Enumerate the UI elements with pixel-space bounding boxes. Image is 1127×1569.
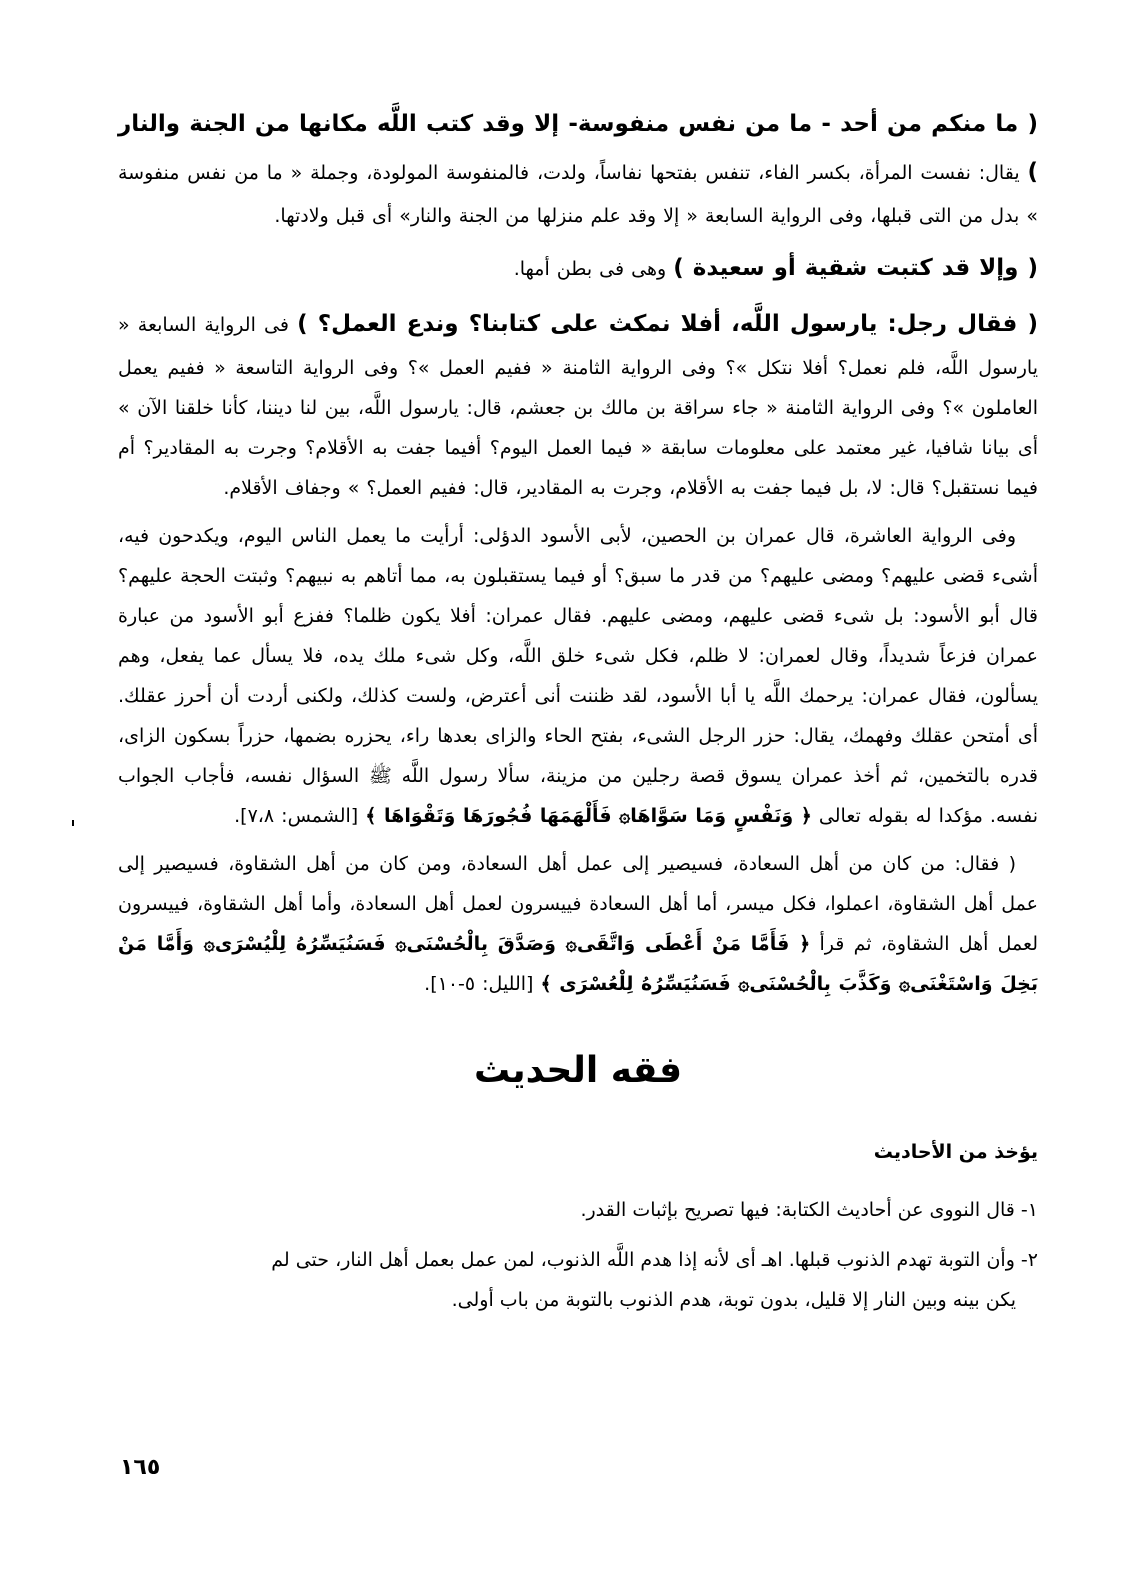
verse-reference: [الشمس: ٧،٨].	[234, 805, 366, 827]
list-number: ٢-	[1020, 1249, 1038, 1271]
hadith-quote: ( فقال رجل: يارسول اللَّه، أفلا نمكث على كتابنا؟ وندع العمل؟ )	[297, 311, 1038, 337]
commentary-text: ( فقال: من كان من أهل السعادة، فسيصير إلى عمل أهل السعادة، ومن كان من أهل الشقاوة، فسيصير إلى عمل أهل الشقاوة، اعملوا، فكل ميسر، أما أهل السعادة فييسرون لعمل أهل السعادة، وأما أهل الشقاوة، فييسرون لعمل أهل الشقاوة، ثم قرأ	[118, 853, 1038, 955]
paragraph-1	[118, 100, 1038, 236]
quran-verse: ﴿ فَأَمَّا مَنْ أَعْطَى وَاتَّقَى۞ وَصَدَّقَ بِالْحُسْنَى۞ فَسَنُيَسِّرُهُ لِلْيُسْرَى۞ وَأَمَّا مَنْ بَخِلَ وَاسْتَغْنَى۞ وَكَذَّبَ بِالْحُسْنَى۞ فَسَنُيَسِّرُهُ لِلْعُسْرَى ﴾	[118, 933, 1038, 995]
commentary-text: وهى فى بطن أمها.	[513, 258, 674, 280]
paragraph-5	[118, 844, 1038, 1004]
book-page	[118, 100, 1038, 1330]
quran-verse: ﴿ وَنَفْسٍ وَمَا سَوَّاهَا۞ فَأَلْهَمَهَا فُجُورَهَا وَتَقْوَاهَا ﴾	[365, 805, 812, 827]
hadith-quote: ( وإلا قد كتبت شقية أو سعيدة )	[673, 255, 1038, 281]
list-number: ١-	[1020, 1199, 1038, 1221]
commentary-text: وفى الرواية العاشرة، قال عمران بن الحصين، لأبى الأسود الدؤلى: أرأيت ما يعمل الناس اليوم، ويكدحون فيه، أشىء قضى عليهم؟ ومضى عليهم؟ من قدر ما سبق؟ أو فيما يستقبلون به، مما أتاهم به نبيهم؟ وثبتت الحجة عليهم؟ قال أبو الأسود: بل شىء قضى عليهم، ومضى عليهم. فقال عمران: أفلا يكون ظلما؟ ففزع أبو الأسود من عبارة عمران فزعاً شديداً، وقال لعمران: لا ظلم، فكل شىء خلق اللَّه، وكل شىء ملك يده، فلا يسأل عما يفعل، وهم يسألون، فقال عمران: يرحمك اللَّه يا أبا الأسود، لقد ظننت أنى أعترض، ولست كذلك، ولكنى أردت أن أحرز عقلك. أى أمتحن عقلك وفهمك، يقال: حزر الرجل الشىء، بفتح الحاء والزاى بعدها راء، يحزره بضمها، حزراً بسكون الزاى، قدره بالتخمين، ثم أخذ عمران يسوق قصة رجلين من مزينة، سألا رسول اللَّه ﷺ السؤال نفسه، فأجاب الجواب نفسه. مؤكدا له بقوله تعالى	[118, 525, 1038, 827]
paragraph-4	[118, 516, 1038, 836]
commentary-text: فى الرواية السابعة « يارسول اللَّه، فلم نعمل؟ أفلا نتكل »؟ وفى الرواية الثامنة « ففيم العمل »؟ وفى الرواية التاسعة « ففيم يعمل العاملون »؟ وفى الرواية الثامنة « جاء سراقة بن مالك بن جعشم، قال: يارسول اللَّه، بين لنا ديننا، كأنا خلقنا الآن » أى بيانا شافيا، غير معتمد على معلومات سابقة « فيما العمل اليوم؟ أفيما جفت به الأقلام؟ وجرت به المقادير؟ أم فيما نستقبل؟ قال: لا، بل فيما جفت به الأقلام، وجرت به المقادير، قال: ففيم العمل؟ » وجفاف الأقلام.	[118, 314, 1038, 499]
list-text: وأن التوبة تهدم الذنوب قبلها. اهـ أى لأنه إذا هدم اللَّه الذنوب، لمن عمل بعمل أهل النار، حتى لم	[271, 1249, 1021, 1271]
list-item-1	[118, 1190, 1038, 1230]
commentary-text: يقال: نفست المرأة، بكسر الفاء، تنفس بفتحها نفاساً، ولدت، فالمنفوسة المولودة، وجملة « ما من نفس منفوسة » بدل من التى قبلها، وفى الرواية السابعة « إلا وقد علم منزلها من الجنة والنار» أى قبل ولادتها.	[118, 162, 1038, 227]
list-text: قال النووى عن أحاديث الكتابة: فيها تصريح بإثبات القدر.	[580, 1199, 1021, 1221]
paragraph-2	[118, 244, 1038, 292]
paragraph-3	[118, 300, 1038, 508]
list-text-continuation: يكن بينه وبين النار إلا قليل، بدون توبة، هدم الذنوب بالتوبة من باب أولى.	[451, 1289, 1016, 1311]
section-heading: فقه الحديث	[473, 1050, 683, 1091]
page-number: ١٦٥	[120, 1455, 161, 1480]
hadith-quote: ( ما منكم من أحد - ما من نفس منفوسة- إلا وقد كتب اللَّه مكانها من الجنة والنار )	[118, 111, 1038, 185]
section-subheading: يؤخذ من الأحاديث	[873, 1141, 1038, 1163]
list-item-2	[118, 1240, 1038, 1320]
verse-reference: [الليل: ٥-١٠].	[424, 973, 541, 995]
scan-artifact	[72, 820, 74, 826]
